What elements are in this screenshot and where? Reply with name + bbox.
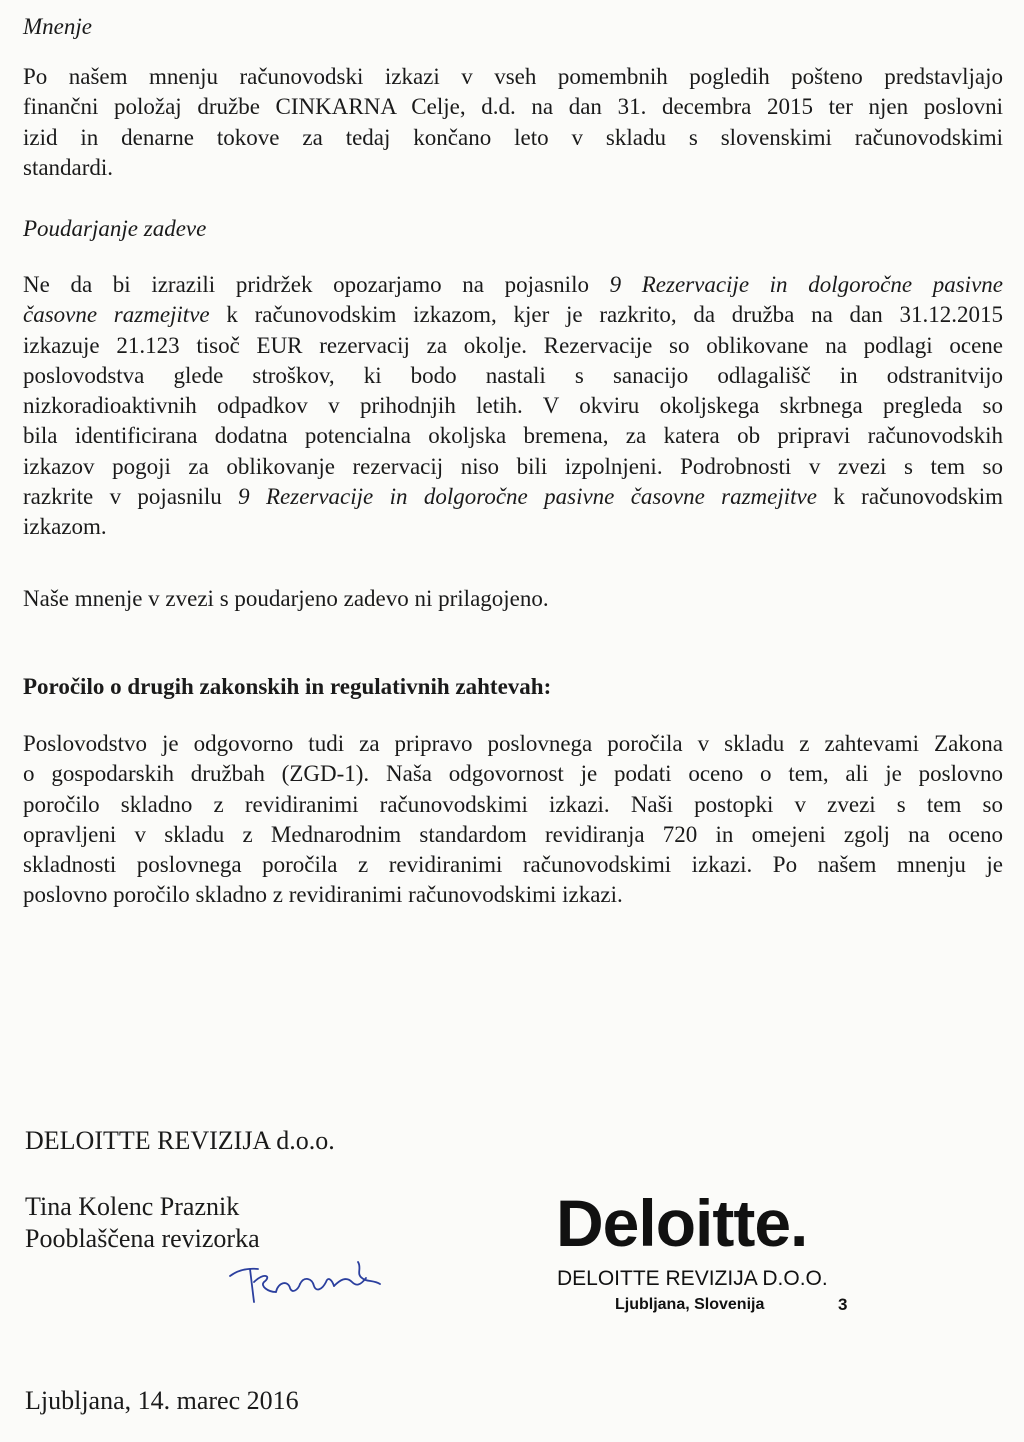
other-line: Poslovodstvo je odgovorno tudi za pripravo poslovnega poročila v skladu z zahtevami Zakona [23, 731, 1003, 756]
emphasis-line: časovne razmejitve k računovodskim izkazom, kjer je razkrito, da družba na dan 31.12.2015 [23, 302, 1003, 328]
emphasis-line: izkazov pogoji za oblikovanje rezervacij niso bili izpolnjeni. Podrobnosti v zvezi s tem so [23, 453, 1003, 479]
opinion-paragraph [23, 62, 1003, 183]
deloitte-logo: Deloitte. [556, 1186, 808, 1260]
emphasis-line: poslovodstva glede stroškov, ki bodo nastali s sanacijo odlagališč in odstranitvijo [23, 362, 1003, 388]
other-line: skladnosti poslovnega poročila z revidiranimi računovodskimi izkazi. Po našem mnenju je [23, 852, 1003, 878]
emphasis-line: razkrite v pojasnilu 9 Rezervacije in dolgoročne pasivne časovne razmejitve k računovodskim [23, 484, 1003, 510]
emphasis-line: nizkoradioaktivnih odpadkov v prihodnjih letih. V okviru okoljskega skrbnega pregleda so [23, 393, 1003, 419]
other-line: o gospodarskih družbah (ZGD-1). Naša odgovornost je podati oceno o tem, ali je poslovno [23, 761, 1003, 787]
place-date: Ljubljana, 14. marec 2016 [25, 1386, 299, 1415]
page-number: 3 [838, 1295, 848, 1314]
opinion-line: Po našem mnenju računovodski izkazi v vseh pomembnih pogledih pošteno predstavljajo [23, 64, 1003, 89]
section-heading-other-requirements: Poročilo o drugih zakonskih in regulativnih zahtevah: [23, 674, 552, 699]
emphasis-line: izkazom. [23, 514, 107, 540]
other-line: poročilo skladno z revidiranimi računovodskimi izkazi. Naši postopki v zvezi s tem so [23, 791, 1003, 817]
firm-name: DELOITTE REVIZIJA d.o.o. [25, 1126, 335, 1155]
signatory-name: Tina Kolenc Praznik [25, 1192, 240, 1221]
note-reference: 9 Rezervacije in dolgoročne pasivne časovne razmejitve [238, 484, 817, 510]
section-heading-emphasis: Poudarjanje zadeve [23, 216, 207, 241]
other-line: opravljeni v skladu z Mednarodnim standardom revidiranja 720 in omejeni zgolj na oceno [23, 821, 1003, 847]
section-heading-opinion: Mnenje [23, 14, 92, 39]
emphasis-line: Ne da bi izrazili pridržek opozarjamo na pojasnilo 9 Rezervacije in dolgoročne pasivne [23, 272, 1003, 297]
stamp-company-name: DELOITTE REVIZIJA D.O.O. [557, 1267, 828, 1290]
emphasis-paragraph [23, 270, 1003, 543]
handwritten-signature [228, 1252, 388, 1308]
emphasis-line: izkazuje 21.123 tisoč EUR rezervacij za okolje. Rezervacije so oblikovane na podlagi ocene [23, 332, 1003, 358]
note-reference: časovne razmejitve [23, 302, 210, 328]
other-line: poslovno poročilo skladno z revidiranimi računovodskimi izkazi. [23, 882, 623, 908]
emphasis-conclusion: Naše mnenje v zvezi s poudarjeno zadevo ni prilagojeno. [23, 586, 549, 611]
opinion-line: izid in denarne tokove za tedaj končano leto v skladu s slovenskimi računovodskimi [23, 124, 1003, 150]
signatory-title: Pooblaščena revizorka [25, 1224, 260, 1253]
emphasis-line: bila identificirana dodatna potencialna okoljska bremena, za katera ob pripravi računovodskih [23, 423, 1003, 449]
opinion-line: standardi. [23, 154, 114, 180]
other-requirements-paragraph [23, 729, 1003, 911]
opinion-line: finančni položaj družbe CINKARNA Celje, d.d. na dan 31. decembra 2015 ter njen poslovni [23, 94, 1003, 120]
stamp-location: Ljubljana, Slovenija [615, 1296, 765, 1313]
note-reference: 9 Rezervacije in dolgoročne pasivne [609, 272, 1003, 297]
